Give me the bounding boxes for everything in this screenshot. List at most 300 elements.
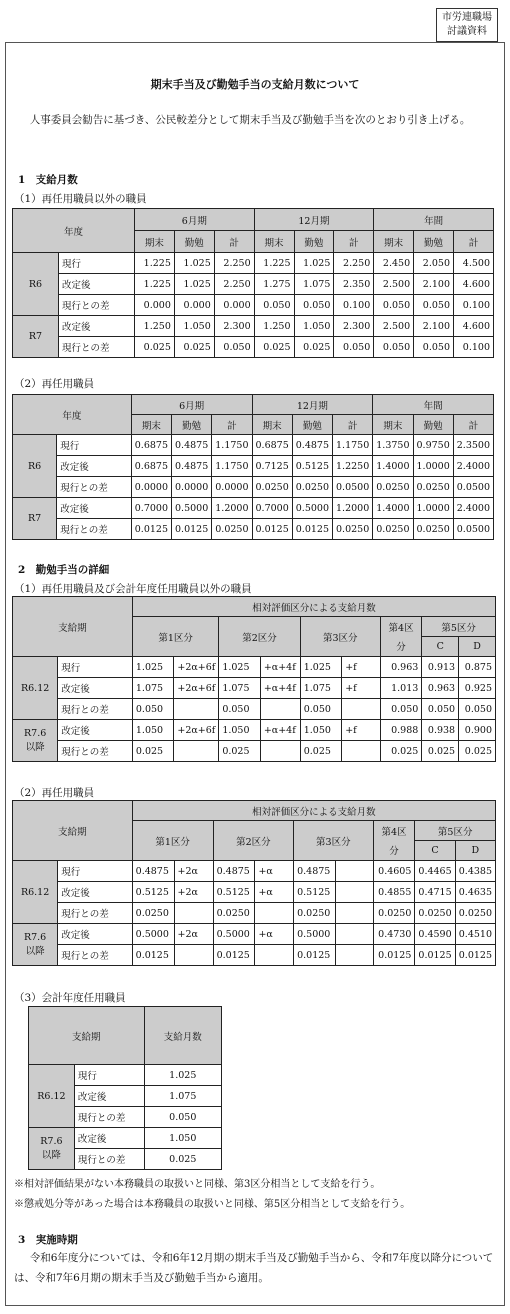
table-row [13, 477, 494, 498]
value-cell: 0.100 [454, 295, 494, 316]
table-row [13, 337, 494, 358]
table-row [13, 678, 496, 699]
value-cell: 0.5000 [292, 498, 332, 519]
col-header-kubun-1: 第1区分 [132, 821, 213, 861]
section-3-heading: 3 実施時期 [18, 1234, 78, 1246]
value-cell: 1.2000 [212, 498, 252, 519]
row-label: 現行との差 [59, 337, 135, 358]
section-2-sub-1: （1）再任用職員及び会計年度任用職員以外の職員 [14, 583, 252, 595]
value-cell: 0.100 [454, 337, 494, 358]
value-cell: 0.000 [214, 295, 254, 316]
section-2-sub-3: （3）会計年度任用職員 [14, 992, 126, 1004]
table-row [13, 924, 496, 945]
value-cell: 0.0125 [294, 945, 336, 966]
value-cell: 0.4875 [292, 435, 332, 456]
col-header-kimatsu: 期末 [374, 231, 414, 253]
col-header-months: 支給月数 [144, 1007, 221, 1065]
value-cell: 0.0125 [292, 519, 332, 540]
table-row [13, 945, 496, 966]
table-row [13, 456, 494, 477]
value-cell: 2.300 [334, 316, 374, 337]
value-cell: 0.050 [422, 699, 459, 720]
value-cell: 0.025 [219, 741, 260, 762]
value-cell: 0.025 [422, 741, 459, 762]
value-cell: 2.050 [414, 253, 454, 274]
row-label: 改定後 [58, 882, 132, 903]
col-header-d: D [455, 841, 495, 861]
note-2: ※懲戒処分等があった場合は本務職員の取扱いと同様、第5区分相当として支給を行う。 [14, 1199, 411, 1210]
addend-cell [335, 903, 373, 924]
col-header-kimatsu: 期末 [254, 231, 294, 253]
value-cell: 0.0250 [212, 519, 252, 540]
value-cell: 0.7000 [131, 498, 171, 519]
value-cell: 1.4000 [373, 498, 413, 519]
value-cell: 0.0125 [373, 945, 415, 966]
addend-cell [174, 903, 213, 924]
row-label: 改定後 [57, 498, 132, 519]
value-cell: 0.4875 [172, 456, 212, 477]
col-header-relative-eval: 相対評価区分による支給月数 [132, 801, 495, 821]
col-header-kubun-3: 第3区分 [294, 821, 373, 861]
col-header-period: 支給期 [29, 1007, 145, 1065]
table-row [13, 435, 494, 456]
value-cell: 2.500 [374, 316, 414, 337]
table-row [13, 274, 494, 295]
table-diligence-regular [12, 596, 496, 762]
addend-cell: +2α [174, 861, 213, 882]
col-header-total: 計 [334, 231, 374, 253]
value-cell: 0.6875 [131, 456, 171, 477]
addend-cell [342, 741, 381, 762]
value-cell: 0.0000 [131, 477, 171, 498]
col-header-kubun-2: 第2区分 [219, 617, 300, 657]
addend-cell [255, 945, 294, 966]
value-cell: 0.000 [174, 295, 214, 316]
row-label: 現行 [58, 861, 132, 882]
value-cell: 0.4875 [132, 861, 174, 882]
col-header-year: 年度 [13, 395, 132, 435]
value-cell: 1.0000 [413, 498, 453, 519]
col-header-kimatsu: 期末 [373, 415, 413, 435]
section-1-heading: 1 支給月数 [18, 174, 78, 186]
addend-cell [342, 699, 381, 720]
col-header-relative-eval: 相対評価区分による支給月数 [132, 597, 495, 617]
col-header-total: 計 [453, 415, 493, 435]
value-cell: 4.600 [454, 316, 494, 337]
value-cell: 2.3500 [453, 435, 493, 456]
col-header-kinben: 勤勉 [172, 415, 212, 435]
value-cell: 1.1750 [212, 435, 252, 456]
value-cell: 0.5000 [213, 924, 255, 945]
col-header-kimatsu: 期末 [131, 415, 171, 435]
value-cell: 0.4385 [455, 861, 495, 882]
value-cell: 0.050 [374, 337, 414, 358]
value-cell: 0.0250 [373, 519, 413, 540]
table-row [13, 498, 494, 519]
row-label: 現行との差 [58, 945, 132, 966]
value-cell: 0.7000 [252, 498, 292, 519]
value-cell: 2.4000 [453, 498, 493, 519]
addend-cell [174, 741, 219, 762]
value-cell: 0.5125 [292, 456, 332, 477]
value-cell: 0.050 [300, 699, 341, 720]
addend-cell [174, 945, 213, 966]
value-cell: 0.0250 [413, 477, 453, 498]
addend-cell: +f [342, 678, 381, 699]
addend-cell: +f [342, 657, 381, 678]
value-cell: 0.4590 [415, 924, 455, 945]
section-2-heading: 2 勤勉手当の詳細 [18, 564, 110, 576]
col-header-june: 6月期 [135, 209, 255, 231]
value-cell: 0.000 [135, 295, 175, 316]
value-cell: 0.4635 [455, 882, 495, 903]
col-header-total: 計 [454, 231, 494, 253]
period-cell: R7.6 以降 [29, 1128, 75, 1170]
value-cell: 0.4715 [415, 882, 455, 903]
col-header-kimatsu: 期末 [252, 415, 292, 435]
value-cell: 1.013 [380, 678, 421, 699]
value-cell: 0.913 [422, 657, 459, 678]
addend-cell [335, 945, 373, 966]
value-cell: 1.4000 [373, 456, 413, 477]
addend-cell: +α [255, 924, 294, 945]
value-cell: 0.938 [422, 720, 459, 741]
row-label: 現行 [59, 253, 135, 274]
value-cell: 1.025 [174, 274, 214, 295]
col-header-dec: 12月期 [252, 395, 373, 415]
value-cell: 1.275 [254, 274, 294, 295]
row-label: 改定後 [57, 456, 132, 477]
value-cell: 1.025 [132, 657, 173, 678]
addend-cell [260, 741, 300, 762]
row-label: 現行との差 [59, 295, 135, 316]
value-cell: 1.025 [300, 657, 341, 678]
addend-cell: +α+4f [260, 657, 300, 678]
value-cell: 1.0000 [413, 456, 453, 477]
value-cell: 1.025 [219, 657, 260, 678]
col-header-annual: 年間 [373, 395, 494, 415]
col-header-kubun-2: 第2区分 [213, 821, 294, 861]
col-header-kubun-1: 第1区分 [132, 617, 218, 657]
value-cell: 0.0250 [252, 477, 292, 498]
value-cell: 0.963 [422, 678, 459, 699]
value-cell: 0.925 [459, 678, 496, 699]
col-header-kubun-5: 第5区分 [422, 617, 496, 637]
value-cell: 0.025 [300, 741, 341, 762]
col-header-period: 支給期 [13, 597, 133, 657]
col-header-kimatsu: 期末 [135, 231, 175, 253]
note-1: ※相対評価結果がない本務職員の取扱いと同様、第3区分相当として支給を行う。 [14, 1179, 381, 1190]
addend-cell: +2α [174, 924, 213, 945]
value-cell: 0.4605 [373, 861, 415, 882]
row-label: 現行との差 [58, 903, 132, 924]
period-cell: R7.6 以降 [13, 720, 58, 762]
section-3-body: 令和6年度分については、令和6年12月期の期末手当及び勤勉手当から、令和7年度以降分については、令和7年6月期の期末手当及び勤勉手当から適用。 [14, 1252, 494, 1284]
row-label: 現行との差 [74, 1107, 144, 1128]
value-cell: 0.025 [135, 337, 175, 358]
value-cell: 0.0125 [213, 945, 255, 966]
value-cell: 0.0125 [252, 519, 292, 540]
value-cell: 0.050 [294, 295, 334, 316]
table-row [13, 861, 496, 882]
value-cell: 1.050 [174, 316, 214, 337]
col-header-kinben: 勤勉 [413, 415, 453, 435]
value-cell: 0.050 [414, 337, 454, 358]
value-cell: 1.075 [300, 678, 341, 699]
table-allowance-reappointed [12, 394, 494, 540]
value-cell: 0.0250 [294, 903, 336, 924]
addend-cell: +2α+6f [174, 678, 219, 699]
section-2-sub-2: （2）再任用職員 [14, 787, 95, 799]
addend-cell: +α [255, 861, 294, 882]
value-cell: 0.5125 [294, 882, 336, 903]
value-cell: 0.4730 [373, 924, 415, 945]
value-cell: 0.5000 [132, 924, 174, 945]
col-header-kubun-4-suffix: 分 [373, 841, 415, 861]
value-cell: 2.250 [214, 274, 254, 295]
value-cell: 1.2000 [333, 498, 373, 519]
period-cell: R6.12 [13, 657, 58, 720]
row-label: 改定後 [58, 924, 132, 945]
section-1-sub-1: （1）再任用職員以外の職員 [14, 193, 147, 205]
year-cell: R6 [13, 253, 59, 316]
value-cell: 0.025 [459, 741, 496, 762]
value-cell: 0.6875 [252, 435, 292, 456]
value-cell: 0.050 [219, 699, 260, 720]
row-label: 現行 [74, 1065, 144, 1086]
value-cell: 0.4875 [294, 861, 336, 882]
value-cell: 0.050 [459, 699, 496, 720]
col-header-kinben: 勤勉 [174, 231, 214, 253]
period-cell: R6.12 [29, 1065, 75, 1128]
value-cell: 0.7125 [252, 456, 292, 477]
value-cell: 1.225 [135, 274, 175, 295]
col-header-dec: 12月期 [254, 209, 374, 231]
value-cell: 0.4875 [172, 435, 212, 456]
value-cell: 2.100 [414, 274, 454, 295]
value-cell: 0.900 [459, 720, 496, 741]
row-label: 改定後 [58, 720, 133, 741]
value-cell: 0.050 [254, 295, 294, 316]
col-header-kinben: 勤勉 [414, 231, 454, 253]
col-header-kinben: 勤勉 [292, 415, 332, 435]
value-cell: 0.050 [414, 295, 454, 316]
year-cell: R7 [13, 498, 57, 540]
table-row [13, 699, 496, 720]
addend-cell: +α+4f [260, 720, 300, 741]
value-cell: 0.025 [254, 337, 294, 358]
value-cell: 2.350 [334, 274, 374, 295]
value-cell: 1.050 [132, 720, 173, 741]
value-cell: 2.250 [334, 253, 374, 274]
row-label: 現行との差 [58, 699, 133, 720]
value-cell: 0.0250 [213, 903, 255, 924]
table-row [13, 295, 494, 316]
addend-cell: +2α [174, 882, 213, 903]
col-header-total: 計 [333, 415, 373, 435]
value-cell: 0.5125 [132, 882, 174, 903]
value-cell: 1.250 [135, 316, 175, 337]
value-cell: 4.500 [454, 253, 494, 274]
value-cell: 0.0125 [415, 945, 455, 966]
table-row [13, 519, 494, 540]
value-cell: 1.050 [294, 316, 334, 337]
value-cell: 2.250 [214, 253, 254, 274]
value-cell: 0.025 [380, 741, 421, 762]
table-diligence-reappointed [12, 800, 496, 966]
row-label: 現行との差 [57, 519, 132, 540]
value-cell: 0.0125 [172, 519, 212, 540]
col-header-d: D [459, 637, 496, 657]
value-cell: 2.300 [214, 316, 254, 337]
value-cell: 0.5125 [213, 882, 255, 903]
stamp-line-1: 市労連職場 [442, 12, 492, 23]
value-cell: 1.025 [144, 1065, 221, 1086]
value-cell: 0.0125 [131, 519, 171, 540]
col-header-period: 支給期 [13, 801, 133, 861]
col-header-june: 6月期 [131, 395, 252, 415]
value-cell: 1.225 [254, 253, 294, 274]
stamp-line-2: 討議資料 [447, 26, 487, 37]
value-cell: 0.0250 [292, 477, 332, 498]
value-cell: 0.050 [374, 295, 414, 316]
value-cell: 1.250 [254, 316, 294, 337]
value-cell: 1.225 [135, 253, 175, 274]
value-cell: 0.5000 [172, 498, 212, 519]
value-cell: 0.5000 [294, 924, 336, 945]
table-row [29, 1128, 222, 1149]
table-row [13, 720, 496, 741]
value-cell: 1.2250 [333, 456, 373, 477]
table-row [13, 253, 494, 274]
value-cell: 0.4875 [213, 861, 255, 882]
row-label: 現行との差 [58, 741, 133, 762]
value-cell: 1.1750 [333, 435, 373, 456]
intro-text: 人事委員会勧告に基づき、公民較差分として期末手当及び勤勉手当を次のとおり引き上げる。 [29, 114, 471, 126]
value-cell: 1.1750 [212, 456, 252, 477]
addend-cell: +α+4f [260, 678, 300, 699]
value-cell: 0.875 [459, 657, 496, 678]
value-cell: 0.0500 [333, 477, 373, 498]
table-row [13, 882, 496, 903]
value-cell: 2.4000 [453, 456, 493, 477]
value-cell: 1.025 [174, 253, 214, 274]
addend-cell [335, 861, 373, 882]
value-cell: 1.050 [300, 720, 341, 741]
col-header-annual: 年間 [374, 209, 494, 231]
value-cell: 0.050 [380, 699, 421, 720]
value-cell: 0.0500 [453, 519, 493, 540]
value-cell: 0.0125 [455, 945, 495, 966]
value-cell: 1.075 [294, 274, 334, 295]
value-cell: 1.075 [132, 678, 173, 699]
col-header-kubun-4: 第4区 [380, 617, 421, 637]
value-cell: 4.600 [454, 274, 494, 295]
value-cell: 1.050 [219, 720, 260, 741]
col-header-kubun-4-suffix: 分 [380, 637, 421, 657]
addend-cell [255, 903, 294, 924]
table-diligence-fiscal-year [28, 1006, 222, 1170]
value-cell: 0.050 [214, 337, 254, 358]
addend-cell [335, 882, 373, 903]
value-cell: 0.025 [144, 1149, 221, 1170]
value-cell: 2.500 [374, 274, 414, 295]
value-cell: 2.100 [414, 316, 454, 337]
value-cell: 0.025 [132, 741, 173, 762]
value-cell: 1.075 [219, 678, 260, 699]
row-label: 改定後 [58, 678, 133, 699]
col-header-total: 計 [214, 231, 254, 253]
table-row [13, 741, 496, 762]
value-cell: 0.0000 [172, 477, 212, 498]
row-label: 現行との差 [57, 477, 132, 498]
value-cell: 0.9750 [413, 435, 453, 456]
col-header-kubun-4: 第4区 [373, 821, 415, 841]
row-label: 改定後 [59, 316, 135, 337]
row-label: 改定後 [59, 274, 135, 295]
value-cell: 0.025 [174, 337, 214, 358]
value-cell: 0.0250 [415, 903, 455, 924]
value-cell: 0.0500 [453, 477, 493, 498]
value-cell: 1.075 [144, 1086, 221, 1107]
value-cell: 0.050 [334, 337, 374, 358]
value-cell: 0.963 [380, 657, 421, 678]
document-stamp [436, 8, 498, 42]
value-cell: 0.0250 [333, 519, 373, 540]
value-cell: 0.4510 [455, 924, 495, 945]
period-cell: R6.12 [13, 861, 58, 924]
table-row [13, 657, 496, 678]
col-header-year: 年度 [13, 209, 135, 253]
addend-cell [335, 924, 373, 945]
col-header-kubun-5: 第5区分 [415, 821, 496, 841]
addend-cell [174, 699, 219, 720]
year-cell: R7 [13, 316, 59, 358]
value-cell: 0.0250 [455, 903, 495, 924]
value-cell: 0.6875 [131, 435, 171, 456]
value-cell: 0.025 [294, 337, 334, 358]
row-label: 改定後 [74, 1086, 144, 1107]
page-title: 期末手当及び勤勉手当の支給月数について [150, 78, 360, 91]
value-cell: 0.0000 [212, 477, 252, 498]
table-row [29, 1065, 222, 1086]
value-cell: 0.988 [380, 720, 421, 741]
addend-cell: +f [342, 720, 381, 741]
row-label: 改定後 [74, 1128, 144, 1149]
value-cell: 0.4465 [415, 861, 455, 882]
value-cell: 1.3750 [373, 435, 413, 456]
value-cell: 0.100 [334, 295, 374, 316]
col-header-total: 計 [212, 415, 252, 435]
addend-cell: +2α+6f [174, 720, 219, 741]
row-label: 現行 [57, 435, 132, 456]
value-cell: 0.050 [144, 1107, 221, 1128]
value-cell: 0.0250 [413, 519, 453, 540]
value-cell: 0.0250 [373, 477, 413, 498]
addend-cell: +2α+6f [174, 657, 219, 678]
col-header-kinben: 勤勉 [294, 231, 334, 253]
section-1-sub-2: （2）再任用職員 [14, 378, 95, 390]
col-header-c: C [422, 637, 459, 657]
period-cell: R7.6 以降 [13, 924, 58, 966]
value-cell: 1.050 [144, 1128, 221, 1149]
value-cell: 0.4855 [373, 882, 415, 903]
col-header-kubun-3: 第3区分 [300, 617, 380, 657]
table-row [13, 316, 494, 337]
addend-cell: +α [255, 882, 294, 903]
value-cell: 0.0250 [373, 903, 415, 924]
value-cell: 0.050 [132, 699, 173, 720]
